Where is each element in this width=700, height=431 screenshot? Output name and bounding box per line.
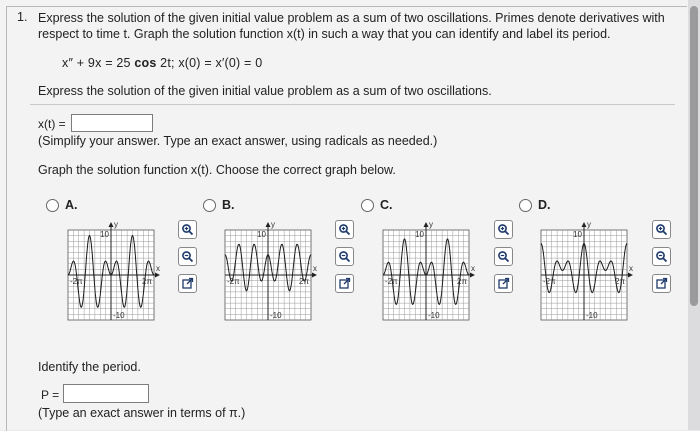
x-axis-label: x [156,264,160,273]
graph-a [60,218,170,330]
graph-c [375,218,485,330]
zoom-out-icon[interactable] [335,247,354,266]
y-min-label: -10 [270,311,282,320]
graph-b-tools [335,220,354,293]
x-min-label: -2π [227,277,240,286]
y-max-label: 10 [257,230,266,239]
radio-b[interactable] [203,199,216,212]
period-label: P = [41,388,60,402]
option-a[interactable] [46,198,78,212]
zoom-in-icon[interactable] [652,220,671,239]
question-number: 1. [17,10,28,24]
zoom-out-icon[interactable] [494,247,513,266]
y-min-label: -10 [586,311,598,320]
x-min-label: -2π [385,277,398,286]
x-axis-label: x [629,264,633,273]
question-text: Express the solution of the given initial value problem as a sum of two oscillations. Primes denote derivatives with respect to time t. Graph the solution function x(t) in such a way that you can identify and label its period. [38,11,665,41]
part3-hint: (Type an exact answer in terms of π.) [38,406,246,420]
part1-hint: (Simplify your answer. Type an exact answer, using radicals as needed.) [38,134,438,148]
y-min-label: -10 [113,311,125,320]
graph-b [217,218,327,330]
zoom-in-icon[interactable] [335,220,354,239]
equation-prefix: x″ + 9x = 25 [62,56,135,70]
popout-icon[interactable] [335,274,354,293]
popout-icon[interactable] [494,274,513,293]
y-max-label: 10 [415,230,424,239]
period-answer-input[interactable] [63,384,149,403]
graph-d [533,218,643,330]
popout-icon[interactable] [652,274,671,293]
zoom-in-icon[interactable] [494,220,513,239]
y-axis-label: y [587,220,591,229]
option-d-label: D. [538,198,551,212]
radio-d[interactable] [519,199,532,212]
y-min-label: -10 [428,311,440,320]
radio-c[interactable] [361,199,374,212]
part2-prompt: Graph the solution function x(t). Choose the correct graph below. [38,163,396,177]
option-d[interactable] [519,198,551,212]
y-max-label: 10 [573,230,582,239]
xt-label: x(t) = [38,117,66,131]
graph-d-tools [652,220,671,293]
graph-c-tools [494,220,513,293]
option-b-label: B. [222,198,235,212]
graph-a-tools [178,220,197,293]
x-max-label: 2π [457,277,467,286]
xt-answer-input[interactable] [71,114,153,132]
x-axis-label: x [471,264,475,273]
x-min-label: -2π [543,277,556,286]
x-max-label: 2π [142,277,152,286]
x-max-label: 2π [615,277,625,286]
x-axis-label: x [313,264,317,273]
part1-prompt: Express the solution of the given initial value problem as a sum of two oscillations. [38,84,492,98]
y-axis-label: y [271,220,275,229]
popout-icon[interactable] [178,274,197,293]
equation-suffix: 2t; x(0) = x′(0) = 0 [156,56,263,70]
radio-a[interactable] [46,199,59,212]
equation [62,56,262,70]
option-b[interactable] [203,198,235,212]
x-max-label: 2π [299,277,309,286]
vertical-scrollbar[interactable] [688,0,700,430]
option-c-label: C. [380,198,393,212]
y-max-label: 10 [100,230,109,239]
zoom-out-icon[interactable] [178,247,197,266]
option-a-label: A. [65,198,78,212]
y-axis-label: y [114,220,118,229]
equation-cos: cos [134,56,157,70]
divider [30,104,675,105]
x-min-label: -2π [70,277,83,286]
scrollbar-thumb[interactable] [690,6,698,306]
part3-prompt: Identify the period. [38,360,141,374]
zoom-out-icon[interactable] [652,247,671,266]
zoom-in-icon[interactable] [178,220,197,239]
option-c[interactable] [361,198,393,212]
y-axis-label: y [429,220,433,229]
